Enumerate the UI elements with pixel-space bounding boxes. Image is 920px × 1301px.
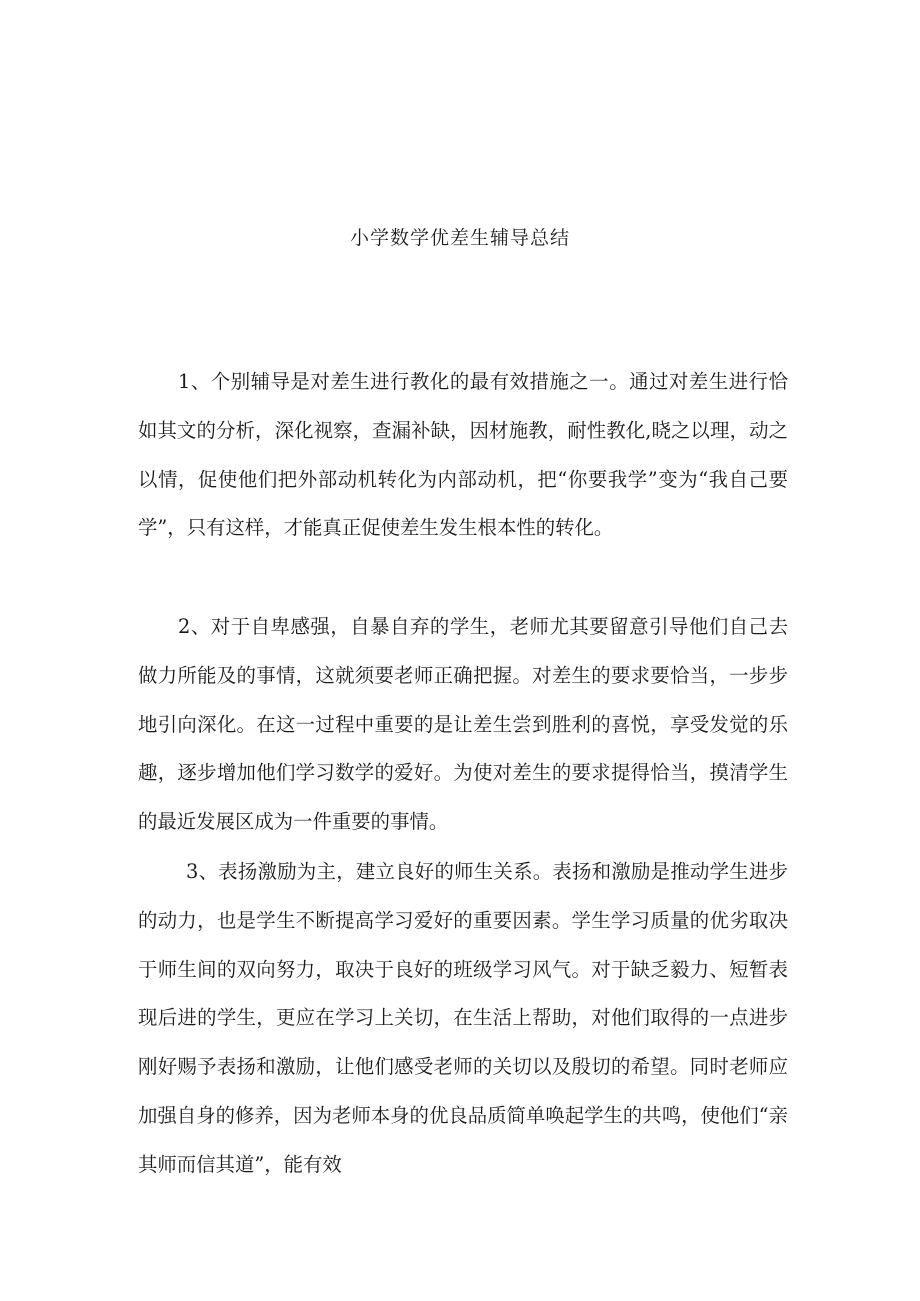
document-title: 小学数学优差生辅导总结 — [349, 227, 570, 249]
paragraph-3: 3、表扬激励为主，建立良好的师生关系。表扬和激励是推动学生进步的动力，也是学生不断提高学习爱好的重要因素。学生学习质量的优劣取决于师生间的双向努力，取决于良好的班级学习风气。对于缺乏毅力、短暂表现后进的学生，更应在学习上关切，在生活上帮助，对他们取得的一点进步刚好赐予表扬和激励，让他们感受老师的关切以及殷切的希望。同时老师应加强自身的修养，因为老师本身的优良品质简单唤起学生的共鸣，使他们“亲其师而信其道”，能有效 — [138, 860, 788, 1176]
paragraph-1: 1、个别辅导是对差生进行教化的最有效措施之一。通过对差生进行恰如其文的分析，深化视察，查漏补缺，因材施教，耐性教化,晓之以理，动之以情，促使他们把外部动机转化为内部动机，把“你要我学”变为“我自己要学”，只有这样，才能真正促使差生发生根本性的转化。 — [138, 370, 788, 540]
paragraph-2: 2、对于自卑感强，自暴自弃的学生，老师尤其要留意引导他们自己去做力所能及的事情，这就须要老师正确把握。对差生的要求要恰当，一步步地引向深化。在这一过程中重要的是让差生尝到胜利的喜悦，享受发觉的乐趣，逐步增加他们学习数学的爱好。为使对差生的要求提得恰当，摸清学生的最近发展区成为一件重要的事情。 — [138, 615, 788, 834]
